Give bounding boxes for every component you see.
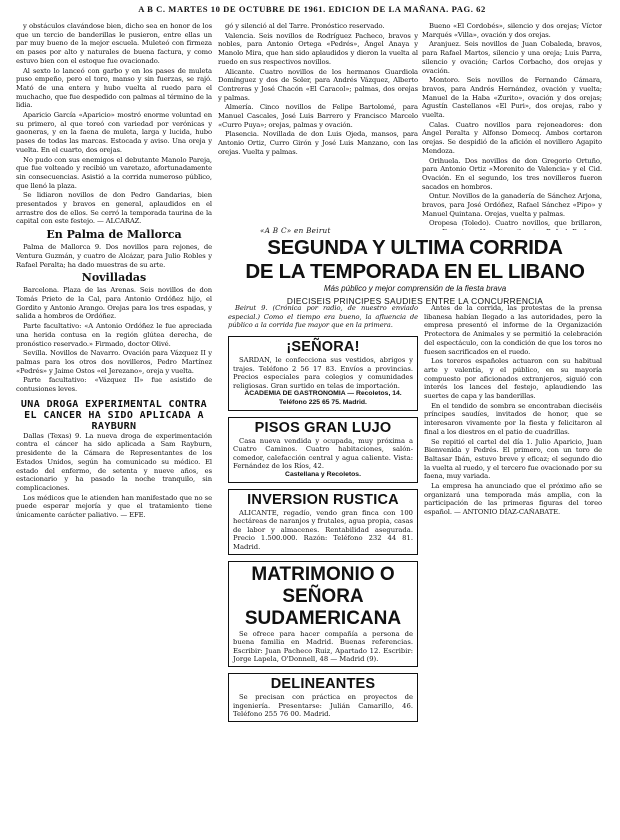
paragraph: Valencia. Seis novillos de Rodríguez Pacheco, bravos y nobles, para Antonio Ortega «Pedrés», Ángel Anaya y Manolo Mira, que han sido aplaudidos y dieron la vuelta al ruedo en sus respectivos novillos. [218,31,418,66]
paragraph: Palma de Mallorca 9. Dos novillos para rejones, de Ventura Guzmán, y cuatro de Alcázar, para Julio Robles y Rafael Peralta; ha dado muestras de su arte. [16,243,212,269]
paragraph: Los médicos que le atienden han manifestado que no se puede esperar mejoría y que el tratamiento tiene únicamente carácter paliativo. — EFE. [16,493,212,520]
ad-senora-foot: ACADEMIA DE GASTRONOMIA — Recoletos, 14. Teléfono 225 65 75. Madrid. [244,390,402,407]
paragraph: Almería. Cinco novillos de Felipe Bartolomé, para Manuel Cascales, José Luis Barrero y Francisco Marcelo «Curro Puya»; orejas, palmas y ovación. [218,103,418,129]
article-lead: Beirut 9. (Crónica por radio, de nuestro enviado especial.) Como el tiempo era bueno, la afluencia de público a la corrida fue mayor que en la primera. [228,304,418,330]
column-left [16,22,212,834]
ad-pisos-title: PISOS GRAN LUJO [254,419,392,436]
headline-line-2: DE LA TEMPORADA EN EL LIBANO [245,260,585,283]
column-ads [228,304,418,840]
headline-corrida [228,236,602,284]
paragraph: Barcelona. Plaza de las Arenas. Seis novillos de don Tomás Prieto de la Cal, para Antonio Ordóñez hijo, el Gordito y Antonio Arango. Orejas para los tres espadas, y salida a hombros de Ordóñez. [16,286,212,321]
kicker: «A B C» en Beirut [260,226,331,235]
ad-senora [228,336,418,411]
ad-delineantes-text: Se precisan con práctica en proyectos de ingeniería. Presentarse: Julián Camarillo, 46. Teléfono 255 76 00. Madrid. [233,692,413,719]
section-heading-novilladas: Novilladas [81,271,147,285]
paragraph: Plasencia. Novillada de don Luis Ojeda, mansos, para Antonio Ortiz, Curro Girón y José Luis Manzano, con las orejas. Vuelta y palmas. [218,130,418,156]
paragraph: gó y silenció al del Tarre. Pronóstico reservado. [225,22,385,30]
paragraph: y obstáculos clavándose bien, dicho sea en honor de los que un tercio de banderillas le pusieron, entre ellas un par muy bueno de la mejor escuela. Muleteó con firmeza en pases por alto y naturales de buena factura, y como estuvo bien con el estoque fue ovacionado. [16,22,212,65]
paragraph: Aranjuez. Seis novillos de Juan Cobaleda, bravos, para Rafael Martos, silencio y una oreja; Luis Parra, silencio y ovación; Carlos Corbacho, dos orejas y ovación. [422,40,602,75]
ad-inversion [228,489,418,555]
ad-inversion-text: ALICANTE, regadío, vendo gran finca con 100 hectáreas de naranjos y frutales, agua propia, casas de labor y almacenes. Rentabilidad asegurada. Precio 1.500.000. Razón: Teléfono 232 44 81. Madrid. [233,508,413,552]
paragraph: Aparicio García «Aparicio» mostró enorme voluntad en su primero, al que toreó con variedad por verónicas y gaoneras, y en la faena de muleta, larga y lucida, hubo pases de todas las marcas. Estocada y aviso. Una oreja y vuelta. En el cuarto, dos orejas. [16,111,212,154]
paragraph: Parte facultativo: «A Antonio Ordóñez le fue apreciada una herida contusa en la región glútea derecha, de pronóstico reservado.» Firmado, doctor Olivé. [16,322,212,348]
paragraph: Se lidiaron novillos de don Pedro Gandarias, bien presentados y bravos en general, aplaudidos en el arrastre dos de ellos. Se cerró la temporada taurina de la capital con este festejo. — ALCARAZ. [16,191,212,226]
column-right-top [422,22,602,230]
ad-matrimonio-text: Se ofrece para hacer compañía a persona de buena familia en Madrid. Buenas referencias. Escribir: Juan Pacheco Ruiz, Apartado 12. Escribir: Jorge Lapela, O'Donnell, 48 — Madrid (9). [233,629,413,664]
ad-delineantes [228,673,418,722]
ad-delineantes-title: DELINEANTES [270,675,376,692]
paragraph: Parte facultativo: «Vázquez II» fue asistido de contusiones leves. [16,376,212,394]
subheadline-caps: DIECISEIS PRINCIPES SAUDIES ENTRE LA CONCURRENCIA [286,296,544,306]
paragraph: Al sexto lo lanceó con garbo y en los pases de muleta puso empeño, pero el toro, manso y sin fuerzas, se rajó. Mató de una entera y hubo vuelta al ruedo para el muchacho, que fue despedido con palmas al término de la lidia. [16,66,212,110]
paragraph: No pudo con sus enemigos el debutante Manolo Pareja, que fue volteado y recibió un varetazo, afortunadamente sin consecuencias. Asistió a la corrida numeroso público, que llenó la plaza. [16,155,212,190]
section-heading-mallorca: En Palma de Mallorca [46,228,182,242]
paragraph: Sevilla. Novillos de Navarro. Ovación para Vázquez II y palmas para los otros dos novilleros, Pedro Martínez «Pedrés» y Jaime Ostos «el Jerezano», oreja y vuelta. [16,349,212,375]
paragraph: Montoro. Seis novillos de Fernando Cámara, bravos, para Andrés Hernández, ovación y vuelta; Manuel de la Haba «Zurito», ovación y dos orejas; Agustín Castellanos «El Puri», dos orejas, rabo y vuelta. [422,76,602,120]
ad-matrimonio-title-1: MATRIMONIO O SEÑORA [251,563,395,607]
subheadline: Más público y mejor comprensión de la fiesta brava [323,284,507,293]
headline-line-1: SEGUNDA Y ULTIMA CORRIDA [267,236,563,259]
column-right-article [424,304,602,840]
ad-inversion-title: INVERSION RUSTICA [247,491,399,508]
paragraph: Dallas (Texas) 9. La nueva droga de experimentación contra el cáncer ha sido aplicada a Sam Rayburn, presidente de la Cámara de Representantes de los Estados Unidos, según ha comunicado su médico. El estado del enfermo, de setenta y nueve años, es estacionario y ha pasado la noche tranquilo, sin complicaciones. [16,431,212,492]
paragraph: Los toreros españoles actuaron con su habitual arte y valentía, y el público, en su mayoría compuesto por aficionados extranjeros, siguió con interés los lances del festejo, aplaudiendo las suertes de capa y las banderillas. [424,357,602,401]
paragraph: En el tendido de sombra se encontraban dieciséis príncipes saudíes, invitados de honor, que se interesaron vivamente por la fiesta y felicitaron al final a los diestros en el patio de cuadrillas. [424,401,602,436]
ad-matrimonio-title-2: SUDAMERICANA [244,607,402,629]
paragraph: Bueno «El Cordobés», silencio y dos orejas; Víctor Marqués «Villa», ovación y dos orejas. [422,22,602,39]
paragraph: Alicante. Cuatro novillos de los hermanos Guardiola Domínguez y dos de Soler, para Andrés Vázquez, Alberto Contreras y José Chacón «El Caracol»; palmas, dos orejas y palmas. [218,67,418,102]
ad-pisos-foot: Castellana y Recoletos. [285,471,361,479]
ad-pisos [228,417,418,483]
page-header: A B C. MARTES 10 DE OCTUBRE DE 1961. EDICION DE LA MAÑANA. PAG. 62 [138,4,486,14]
paragraph: La empresa ha anunciado que el próximo año se organizará una temporada más amplia, con la participación de las primeras figuras del toreo español. — ANTONIO DÍAZ-CAÑABATE. [424,482,602,517]
column-middle-top [218,22,418,230]
ad-senora-title: ¡SEÑORA! [286,339,360,356]
paragraph: Oropesa (Toledo). Cuatro novillos, que brillaron, [429,219,602,228]
paragraph: Ontur. Novillos de la ganadería de Sánchez Arjona, bravos, para José Ordóñez, Rafael Sánchez «Pipo» y Manuel Quintana. Orejas, vuelta y palmas. [422,192,602,218]
ad-pisos-text: Casa nueva vendida y ocupada, muy próxima a Cuatro Caminos. Cuatro habitaciones, salón-comedor, calefacción central y agua caliente. Vista: Fernández de los Ríos, 42. [233,436,413,471]
paragraph: Antes de la corrida, las protestas de la prensa libanesa habían llegado a las autoridades, pero la empresa presentó el informe de la Organización Protectora de Animales y se permitió la celebración del espectáculo, con la condición de que los toros no fuesen sacrificados en el ruedo. [424,304,602,356]
headline-droga: UNA DROGA EXPERIMENTAL CONTRA EL CANCER HA SIDO APLICADA A RAYBURN [20,398,208,432]
ad-matrimonio [228,561,418,667]
paragraph: Calas. Cuatro novillos para rejoneadores: don Ángel Peralta y Alfonso Domecq. Ambos cortaron orejas. Se despidió de la afición el novillero Agapito Mendoza. [422,120,602,155]
ad-senora-text: SARDAN, le confecciona sus vestidos, abrigos y trajes. Teléfono 2 56 17 83. Envíos a provincias. Precios especiales para colegios y comunidades religiosas. Gran surtido en telas de importación. [233,356,413,390]
paragraph: Se repitió el cartel del día 1. Julio Aparicio, Juan Bienvenida y Pedrés. El primero, con un toro de Baltasar Ibán, estuvo breve y eficaz; el segundo dio la vuelta al ruedo, y el tercero fue ovacionado por su faena, muy variada. [424,437,602,481]
paragraph: Orihuela. Dos novillos de don Gregorio Ortuño, para Antonio Ortiz «Morenito de Valencia» y el Cid. Ovación. En el segundo, los tres novilleros fueron sacados en hombros. [422,156,602,191]
